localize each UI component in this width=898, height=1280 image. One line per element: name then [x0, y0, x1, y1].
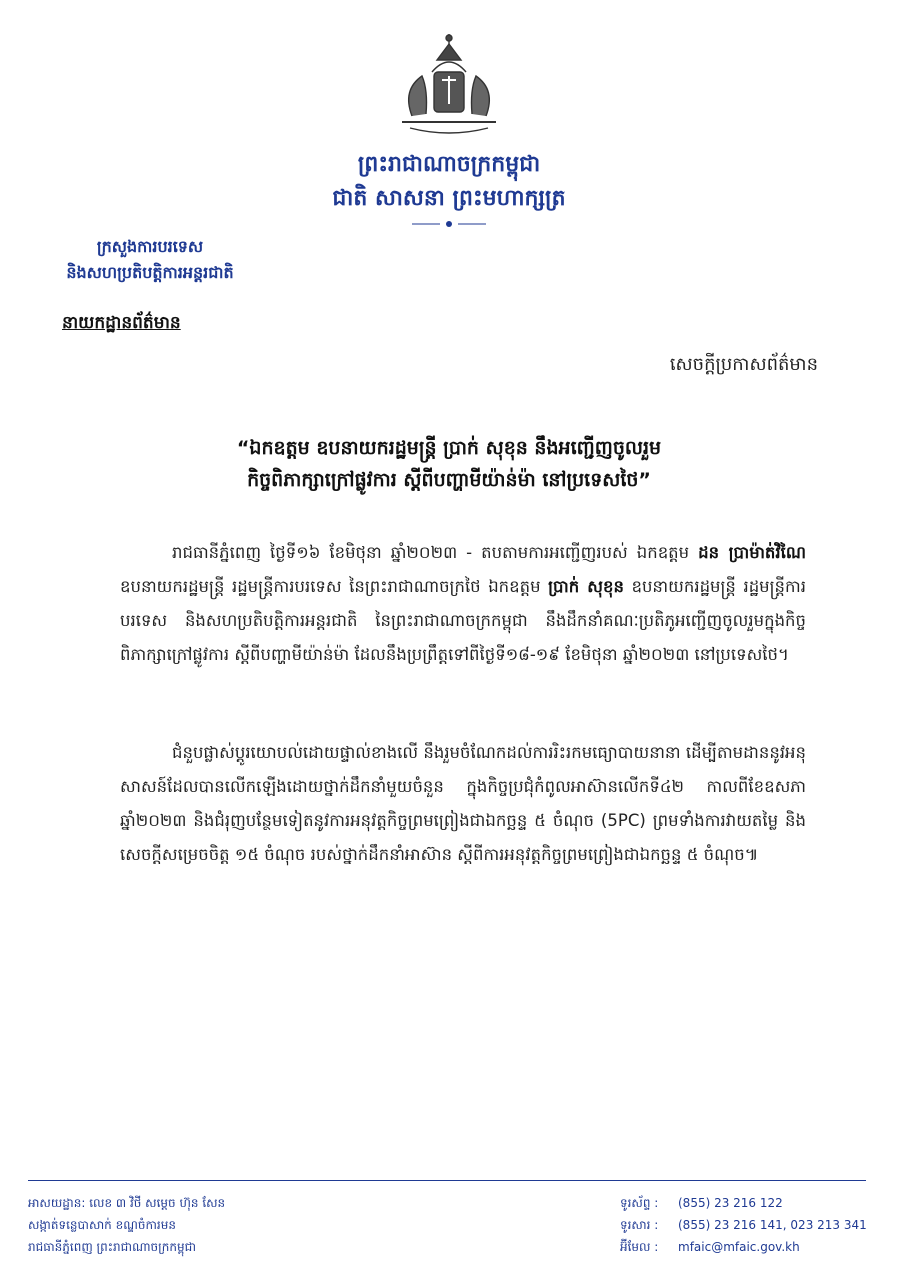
phone-row: [620, 1192, 867, 1214]
kingdom-name: ព្រះរាជាណាចក្រកម្ពុជា: [357, 152, 541, 177]
address-line-3: រាជធានីភ្នំពេញ ព្រះរាជាណាចក្រកម្ពុជា: [28, 1240, 196, 1254]
divider-ornament-icon: [410, 220, 488, 228]
phone-label: ទូរស័ព្ទ :: [620, 1196, 659, 1210]
p1-text-1: រាជធានីភ្នំពេញ ថ្ងៃទី១៦ ខែមិថុនា ឆ្នាំ២០២៣ - តបតាមការអញ្ជើញរបស់ ឯកឧត្តម: [172, 543, 699, 562]
address-line-1: [28, 1192, 225, 1214]
p2-text: ជំនួបផ្លាស់ប្តូរយោបល់ដោយផ្ទាល់ខាងលើ នឹងរួមចំណែកដល់ការរិះរកមធ្យោបាយនានា ដើម្បីតាមដាននូវអនុសាសន៍ដែលបានលើកឡើងដោយថ្នាក់ដឹកនាំមួយចំនួន ក្នុងកិច្ចប្រជុំកំពូលអាស៊ានលើកទី៤២ កាលពីខែឧសភា ឆ្នាំ២០២៣ និងជំរុញបន្ថែមទៀតនូវការអនុវត្តកិច្ចព្រមព្រៀងជាឯកច្ឆន្ទ ៥ ចំណុច (5PC) ព្រមទាំងការវាយតម្លៃ និងសេចក្តីសម្រេចចិត្ត ១៥ ចំណុច របស់ថ្នាក់ដឹកនាំអាស៊ាន ស្តីពីការអនុវត្តកិច្ចព្រមព្រៀងជាឯកច្ឆន្ទ ៥ ចំណុច៕: [120, 743, 806, 864]
address-line-2: សង្កាត់ទន្លេបាសាក់ ខណ្ឌចំការមន: [28, 1218, 176, 1232]
address-value: លេខ ៣ វិថី សម្តេច ហ៊ុន សែន: [89, 1196, 226, 1210]
address-label: អាសយដ្ឋាន:: [28, 1196, 86, 1210]
headline-line1: “ឯកឧត្តម ឧបនាយករដ្ឋមន្ត្រី ប្រាក់ សុខុន នឹងអញ្ជើញចូលរួម: [236, 437, 662, 459]
p1-text-2: ឧបនាយករដ្ឋមន្ត្រី រដ្ឋមន្ត្រីការបរទេស នៃព្រះរាជាណាចក្រថៃ ឯកឧត្តម: [120, 577, 549, 596]
body-paragraph-2: [120, 736, 806, 872]
body-paragraph-1: [120, 536, 806, 672]
national-motto: ជាតិ សាសនា ព្រះមហាក្សត្រ: [332, 186, 566, 211]
fax-label: ទូរសារ :: [620, 1218, 659, 1232]
headline-line2: កិច្ចពិភាក្សាក្រៅផ្លូវការ ស្តីពីបញ្ហាមីយ៉ាន់ម៉ា នៅប្រទេសថៃ”: [247, 469, 651, 491]
ministry-name-line2: និងសហប្រតិបត្តិការអន្តរជាតិ: [66, 263, 234, 282]
fax-value: (855) 23 216 141, 023 213 341: [678, 1218, 867, 1232]
royal-arms-emblem-icon: [382, 30, 516, 140]
footer-contacts: [620, 1192, 867, 1258]
footer-divider: [28, 1180, 866, 1181]
thai-minister-name: ដន ប្រាម៉ាត់វិណៃ: [698, 543, 806, 562]
department-name: នាយកដ្ឋានព័ត៌មាន: [62, 313, 181, 333]
p1-text-3: ឧបនាយករដ្ឋមន្ត្រី រដ្ឋមន្ត្រីការបរទេស និងសហប្រតិបត្តិការអន្តរជាតិ នៃព្រះរាជាណាចក្រកម្ពុជា នឹងដឹកនាំគណៈប្រតិភូអញ្ជើញចូលរួមក្នុងកិច្ចពិភាក្សាក្រៅផ្លូវការ ស្តីពីបញ្ហាមីយ៉ាន់ម៉ា ដែលនឹងប្រព្រឹត្តទៅពីថ្ងៃទី១៨-១៩ ខែមិថុនា ឆ្នាំ២០២៣ នៅប្រទេសថៃ។: [120, 577, 806, 664]
document-type: សេចក្តីប្រកាសព័ត៌មាន: [669, 354, 818, 375]
fax-row: [620, 1214, 867, 1236]
footer-address: [28, 1192, 225, 1258]
email-label: អ៊ីមែល :: [620, 1240, 659, 1254]
ministry-name-line1: ក្រសួងការបរទេស: [96, 237, 204, 256]
cambodian-minister-name: ប្រាក់ សុខុន: [548, 577, 624, 596]
email-link[interactable]: mfaic@mfaic.gov.kh: [678, 1240, 800, 1254]
phone-value[interactable]: (855) 23 216 122: [678, 1196, 783, 1210]
email-row: [620, 1236, 867, 1258]
